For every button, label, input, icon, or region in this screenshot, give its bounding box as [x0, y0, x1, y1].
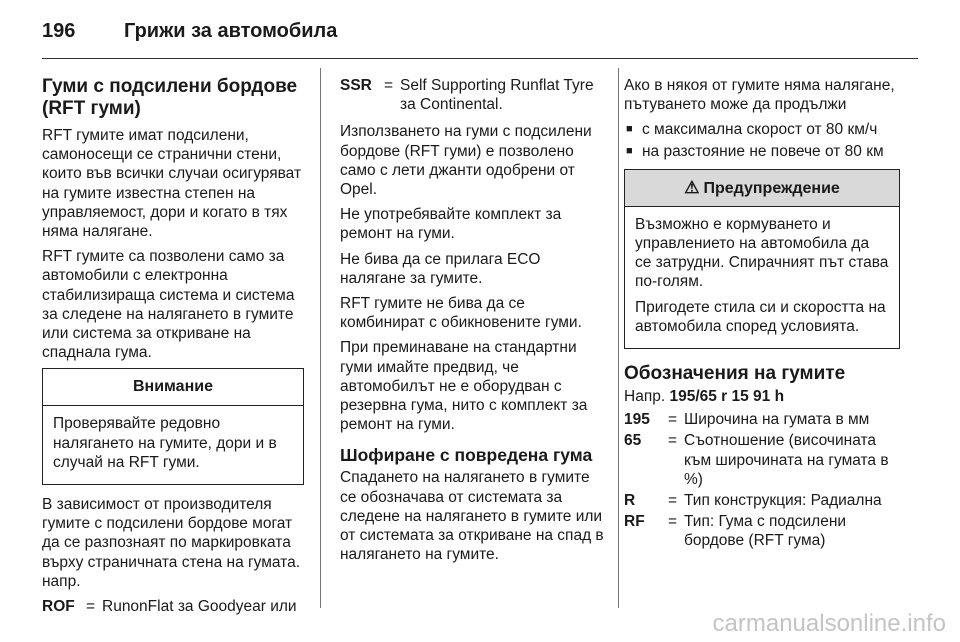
warning-triangle-icon: ⚠	[684, 177, 700, 197]
warning-title: ⚠ Предупреждение	[625, 170, 899, 207]
example-line: Напр. 195/65 r 15 91 h	[624, 388, 785, 406]
definition-equals: =	[668, 513, 678, 531]
paragraph: В зависимост от производителя гумите с подсилени бордове могат да се разпознаят по маркировката върху страничната стена на гумата. напр.	[42, 496, 301, 590]
column-3	[624, 76, 900, 553]
definition-description: Self Supporting Runflat Tyre за Continental.	[400, 77, 594, 114]
warning-text: Възможно е кормуването и управлението на автомобила да се затрудни. Спирачният път става по-голям.	[635, 215, 889, 291]
paragraph: RFT гумите имат подсилени, самоносещи се странични стени, които във всички случаи осигуряват на гумите известна степен на управляемост, дори и когато в тях няма налягане.	[42, 127, 302, 241]
definition-term: 195	[624, 411, 650, 429]
definition-row	[340, 76, 604, 114]
definition-row	[624, 431, 900, 489]
paragraph: RFT гумите не бива да се комбинират с обикновените гуми.	[340, 295, 582, 332]
definition-description: RunonFlat за Goodyear или	[102, 598, 297, 616]
paragraph: При преминаване на стандартни гуми имайте предвид, че автомобилът не е оборудван с резервна гума, нито с комплект за ремонт на гуми.	[340, 339, 588, 434]
section-heading-damaged-tyre: Шофиране с повредена гума	[340, 445, 593, 466]
definition-row	[42, 597, 304, 616]
definition-description: Широчина на гумата в мм	[684, 411, 870, 429]
column-1	[42, 76, 304, 618]
section-heading-rft: Гуми с подсилени бордове (RFT гуми)	[42, 76, 298, 119]
definition-equals: =	[384, 77, 394, 94]
chapter-title: Грижи за автомобила	[124, 20, 338, 42]
paragraph: Използването на гуми с подсилени бордове (RFT гуми) е позволено само с лети джанти одобрени от Opel.	[340, 123, 592, 199]
warning-box	[624, 169, 900, 349]
column-divider-2	[618, 68, 619, 608]
watermark: carmanualsonline.info	[712, 610, 946, 637]
list-item: ■ с максимална скорост от 80 км/ч	[626, 121, 878, 139]
definition-equals: =	[668, 411, 678, 429]
definition-term: 65	[624, 432, 642, 450]
definition-term: R	[624, 492, 636, 510]
paragraph: Не употребявайте комплект за ремонт на гуми.	[340, 206, 562, 243]
definition-term: ROF	[42, 598, 75, 616]
bullet-square-icon: ■	[626, 144, 633, 157]
page-header	[42, 12, 918, 52]
paragraph: Спадането на налягането в гумите се обозначава от системата за следене на налягането в гумите или от системата за откриване на спад в налягането на гумите.	[340, 469, 604, 564]
section-heading-tyre-markings: Обозначения на гумите	[624, 363, 846, 385]
definition-row	[624, 491, 900, 510]
caution-title: Внимание	[43, 369, 303, 406]
list-item: ■ на разстояние не повече от 80 км	[626, 142, 884, 160]
definition-description: Съотношение (височината към широчината на гумата в %)	[684, 432, 889, 488]
bullet-list	[624, 120, 900, 160]
definition-term: SSR	[340, 77, 372, 94]
warning-text: Пригодете стила си и скоростта на автомобила според условията.	[635, 298, 886, 335]
caution-text: Проверявайте редовно налягането на гумите, дори и в случай на RFT гуми.	[53, 415, 277, 471]
definition-equals: =	[668, 432, 678, 450]
definition-row	[624, 512, 900, 550]
definition-row	[624, 410, 900, 429]
caution-box	[42, 368, 304, 485]
paragraph: RFT гумите са позволени само за автомобили с електронна стабилизираща система и система за следене на налягането в гумите или система за откриване на спаднала гума.	[42, 248, 295, 362]
paragraph: Не бива да се прилага ECO налягане за гумите.	[340, 250, 541, 287]
definition-equals: =	[668, 492, 678, 510]
definition-term: RF	[624, 513, 645, 531]
header-divider	[42, 58, 918, 59]
example-code: 195/65 r 15 91 h	[669, 388, 785, 406]
column-divider-1	[320, 68, 321, 608]
definition-description: Тип конструкция: Радиална	[684, 492, 882, 510]
column-2	[340, 76, 604, 570]
page-number: 196	[42, 20, 76, 42]
definition-equals: =	[86, 598, 96, 616]
bullet-square-icon: ■	[626, 123, 633, 136]
definition-description: Тип: Гума с подсилени бордове (RFT гума)	[684, 513, 847, 550]
paragraph: Ако в някоя от гумите няма налягане, пътуването може да продължи	[624, 77, 895, 114]
